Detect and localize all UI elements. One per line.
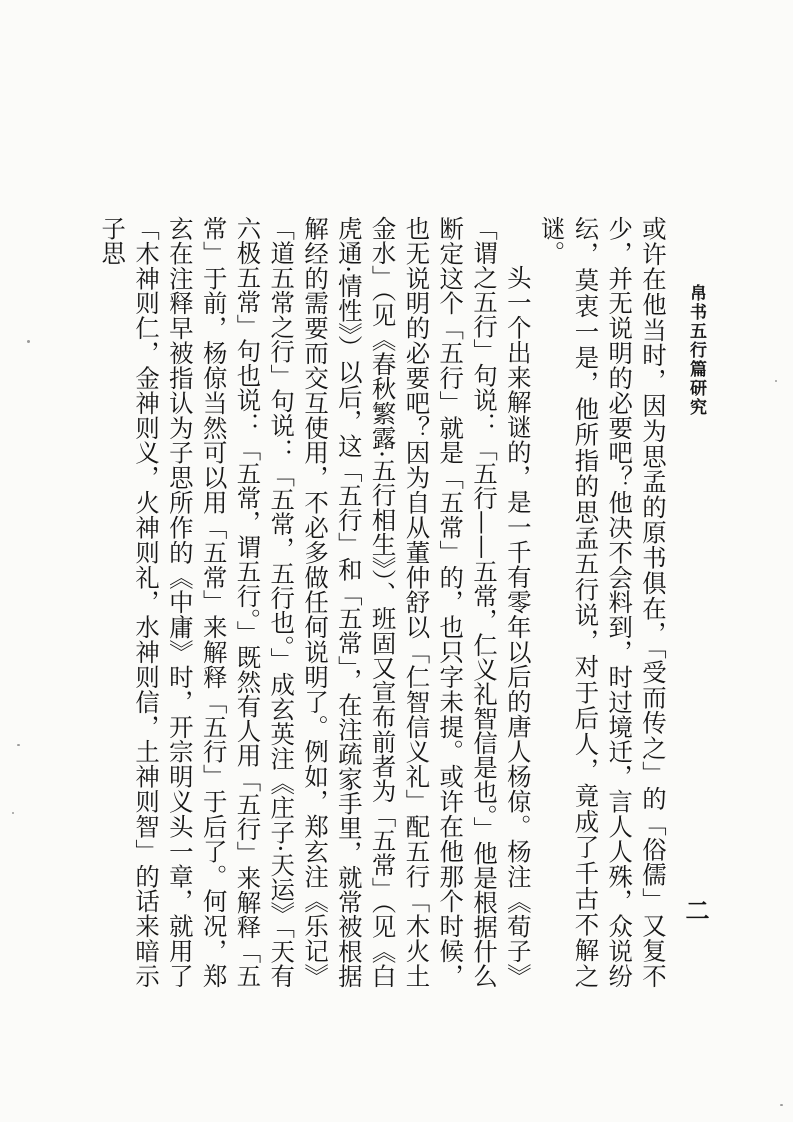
scan-speck	[780, 1104, 783, 1106]
scan-speck	[775, 380, 777, 382]
paragraph-1: 或许在他当时，因为思孟的原书俱在，「受而传之」的「俗儒」又复不少，并无说明的必要吧？他决不会料到，时过境迁，言人人殊，众说纷纭，莫衷一是，他所指的思孟五行说，对于后人，竟成了千古不解之谜。	[536, 216, 667, 988]
body-text	[97, 216, 669, 988]
scan-speck	[27, 340, 30, 343]
running-head: 帛书五行篇研究	[686, 284, 706, 417]
scan-speck	[17, 744, 20, 746]
page-number: 二	[681, 898, 710, 922]
scan-speck	[12, 812, 14, 814]
paragraph-2: 头一个出来解谜的，是一千有零年以后的唐人杨倞。杨注《荀子》「谓之五行」句说：「五行——五常，仁义礼智信是也。」他是根据什么断定这个「五行」就是「五常」的，也只字未提。或许在他那个时候，也无说明的必要吧？因为自从董仲舒以「仁智信义礼」配五行「木火土金水」（见《春秋繁露·五行相生》）、班固又宣布前者为「五常」（见《白虎通·情性》）以后，这「五行」和「五常」，在注疏家手里，就常被根据解经的需要而交互使用，不必多做任何说明了。例如，郑玄注《乐记》「道五常之行」句说：「五常，五行也。」成玄英注《庄子·天运》「天有六极五常」句也说：「五常，谓五行。」既然有人用「五行」来解释「五常」于前，杨倞当然可以用「五常」来解释「五行」于后了。何况，郑玄在注释早被指认为子思所作的《中庸》时，开宗明义头一章，就用了「木神则仁，金神则义，火神则礼，水神则信，土神则智」的话来暗示子思	[97, 216, 532, 988]
